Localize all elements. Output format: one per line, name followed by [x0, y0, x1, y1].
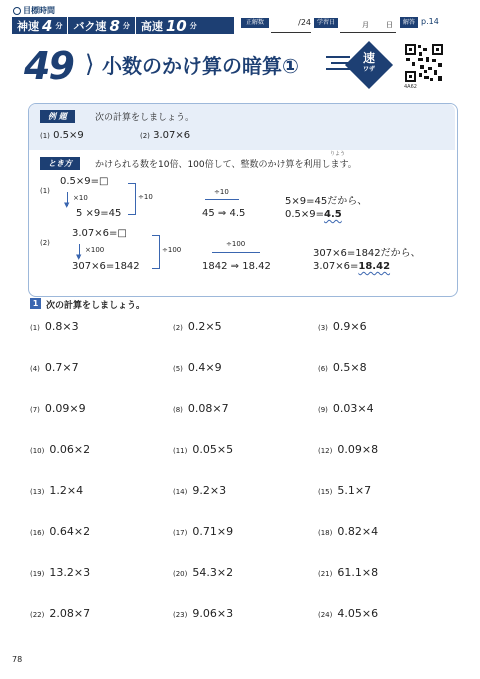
problem-item [30, 320, 79, 333]
part1-result-b [285, 209, 342, 220]
problem-number: (23) [173, 611, 188, 619]
arrow-head-icon: ▼ [64, 201, 70, 209]
speed-label: バク速 [73, 19, 107, 33]
problem-expression: 0.09×8 [337, 443, 379, 456]
part-number: (1) [40, 187, 50, 195]
problem-number: (7) [30, 406, 40, 414]
part2-number [40, 230, 50, 249]
item-number: (1) [40, 132, 50, 140]
example-band [29, 104, 455, 150]
problem-number: (15) [318, 488, 333, 496]
problem-number: (24) [318, 611, 333, 619]
part1-div: ÷10 [138, 193, 153, 201]
part-number: (2) [40, 239, 50, 247]
problem-set-number: 1 [30, 298, 41, 309]
day-label: 日 [386, 21, 393, 29]
problem-expression: 54.3×2 [192, 566, 234, 579]
part2-line1: 3.07×6=□ [72, 228, 127, 239]
problem-item [318, 361, 367, 374]
speed-label: 高速 [140, 19, 163, 33]
part1-result-a: 5×9=45だから、 [285, 196, 368, 207]
mini-bracket-line [212, 252, 260, 253]
result-prefix: 0.5×9= [285, 209, 325, 220]
part2-conversion [202, 261, 271, 272]
correct-count-label: 正解数 [241, 18, 269, 28]
speed-label: 神速 [17, 19, 39, 33]
problem-number: (20) [173, 570, 188, 578]
problem-number: (8) [173, 406, 183, 414]
part1-mini-div: ÷10 [214, 188, 229, 196]
badge-top: 速 [362, 51, 375, 65]
part2-result-a: 307×6=1842だから、 [313, 248, 421, 259]
conv-to: 4.5 [229, 208, 246, 219]
part2-mini-div: ÷100 [226, 240, 246, 248]
problem-number: (13) [30, 488, 45, 496]
method-tag: とき方 [40, 157, 80, 170]
study-date-label: 学習日 [314, 18, 338, 28]
double-arrow-icon: ⇒ [230, 261, 240, 272]
result-answer: 18.42 [358, 261, 391, 272]
problem-item [30, 484, 83, 497]
problem-expression: 0.09×9 [44, 402, 86, 415]
double-arrow-icon: ⇒ [217, 208, 227, 219]
problem-item [173, 484, 226, 497]
mini-bracket-line [205, 199, 239, 200]
problem-expression: 0.2×5 [187, 320, 222, 333]
problem-item [173, 320, 222, 333]
problem-expression: 1.2×4 [49, 484, 84, 497]
example-instruction: 次の計算をしましょう。 [95, 113, 195, 123]
study-date-field[interactable] [340, 18, 396, 33]
problem-expression: 9.2×3 [192, 484, 227, 497]
problem-item [173, 443, 233, 456]
problem-item [318, 402, 374, 415]
problem-expression: 0.05×5 [192, 443, 234, 456]
problem-expression: 0.9×6 [332, 320, 367, 333]
problem-number: (18) [318, 529, 333, 537]
badge-bottom: ワザ [362, 66, 375, 73]
problem-number: (11) [173, 447, 188, 455]
problem-item [318, 607, 378, 620]
problem-number: (17) [173, 529, 188, 537]
problem-expression: 5.1×7 [337, 484, 372, 497]
problem-number: (21) [318, 570, 333, 578]
page-title: 小数のかけ算の暗算① [102, 54, 299, 78]
part1-conversion [202, 208, 245, 219]
problem-number: (16) [30, 529, 45, 537]
problem-number: (3) [318, 324, 328, 332]
part2-div: ÷100 [162, 246, 182, 254]
problem-expression: 0.03×4 [332, 402, 374, 415]
arrow-head-icon: ▼ [76, 253, 82, 261]
problem-item [318, 320, 367, 333]
problem-number: (5) [173, 365, 183, 373]
example-tag: 例 題 [40, 110, 75, 123]
problem-number: (10) [30, 447, 45, 455]
problem-number: (22) [30, 611, 45, 619]
problem-expression: 9.06×3 [192, 607, 234, 620]
qr-code-id: 4A62 [404, 84, 417, 90]
problem-item [30, 402, 86, 415]
page-number: 78 [12, 655, 23, 664]
problem-item [318, 443, 378, 456]
problem-number: (4) [30, 365, 40, 373]
problem-number: (14) [173, 488, 188, 496]
item-expr: 3.07×6 [153, 130, 191, 141]
target-time-label [13, 5, 55, 16]
speed-value: 8 [109, 16, 120, 35]
problem-heading: 次の計算をしましょう。 [46, 301, 146, 311]
answer-label: 解答 [400, 17, 418, 28]
problem-expression: 13.2×3 [49, 566, 91, 579]
speed-unit: 分 [189, 21, 197, 30]
score-field[interactable] [271, 18, 311, 33]
lesson-number: 49 [24, 44, 73, 88]
speed-unit: 分 [122, 21, 130, 30]
title-chevron-icon: ⟩ [85, 50, 95, 78]
problem-item [173, 525, 233, 538]
part2-line2: 307×6=1842 [72, 261, 140, 272]
part2-times: ×100 [85, 246, 105, 254]
clock-icon [13, 7, 21, 15]
speed-value: 10 [165, 16, 187, 35]
conv-from: 45 [202, 208, 215, 219]
part1-line2: 5 ×9=45 [76, 208, 122, 219]
conv-to: 18.42 [242, 261, 271, 272]
result-prefix: 3.07×6= [313, 261, 359, 272]
problem-item [173, 402, 229, 415]
problem-expression: 0.64×2 [49, 525, 91, 538]
problem-item [173, 566, 233, 579]
part1-number [40, 178, 50, 197]
problem-item [318, 484, 371, 497]
month-label: 月 [362, 21, 369, 29]
problem-expression: 0.06×2 [49, 443, 91, 456]
problem-expression: 0.5×8 [332, 361, 367, 374]
part2-result-b [313, 261, 390, 272]
method-explanation: かけられる数を10倍、100倍して、整数のかけ算を利用します。 [95, 160, 357, 170]
problem-number: (9) [318, 406, 328, 414]
problem-item [318, 566, 378, 579]
problem-number: (2) [173, 324, 183, 332]
problem-expression: 61.1×8 [337, 566, 379, 579]
speed-cell-shinsoku [12, 17, 68, 34]
furigana: りよう [330, 151, 346, 157]
problem-item [318, 525, 378, 538]
speed-unit: 分 [55, 21, 63, 30]
problem-item [30, 607, 90, 620]
speed-cell-bakusoku [68, 17, 135, 34]
item-number: (2) [140, 132, 150, 140]
speed-cell-kousoku [136, 17, 202, 34]
problem-item [173, 361, 222, 374]
problem-expression: 0.08×7 [187, 402, 229, 415]
problem-item [173, 607, 233, 620]
bracket-line [152, 235, 160, 269]
result-answer: 4.5 [324, 209, 342, 220]
problem-item [30, 361, 79, 374]
part1-line1: 0.5×9=□ [60, 176, 109, 187]
problem-expression: 4.05×6 [337, 607, 379, 620]
problem-expression: 0.82×4 [337, 525, 379, 538]
problem-expression: 0.71×9 [192, 525, 234, 538]
problem-expression: 0.8×3 [44, 320, 79, 333]
qr-code-icon[interactable] [404, 43, 444, 83]
problem-expression: 0.7×7 [44, 361, 79, 374]
item-expr: 0.5×9 [53, 130, 84, 141]
example-item-2 [140, 130, 190, 141]
problem-expression: 0.4×9 [187, 361, 222, 374]
score-total: /24 [298, 18, 311, 27]
problem-number: (12) [318, 447, 333, 455]
problem-number: (1) [30, 324, 40, 332]
speed-bar [12, 17, 234, 34]
problem-expression: 2.08×7 [49, 607, 91, 620]
speed-value: 4 [42, 16, 53, 35]
problem-item [30, 566, 90, 579]
bracket-line [128, 183, 136, 215]
problem-number: (6) [318, 365, 328, 373]
conv-from: 1842 [202, 261, 228, 272]
problem-item [30, 443, 90, 456]
problem-number: (19) [30, 570, 45, 578]
speed-badge [352, 48, 386, 82]
example-item-1 [40, 130, 84, 141]
target-time-text: 目標時間 [23, 6, 55, 15]
part1-times: ×10 [73, 194, 88, 202]
problem-item [30, 525, 90, 538]
answer-page: p.14 [421, 17, 439, 26]
